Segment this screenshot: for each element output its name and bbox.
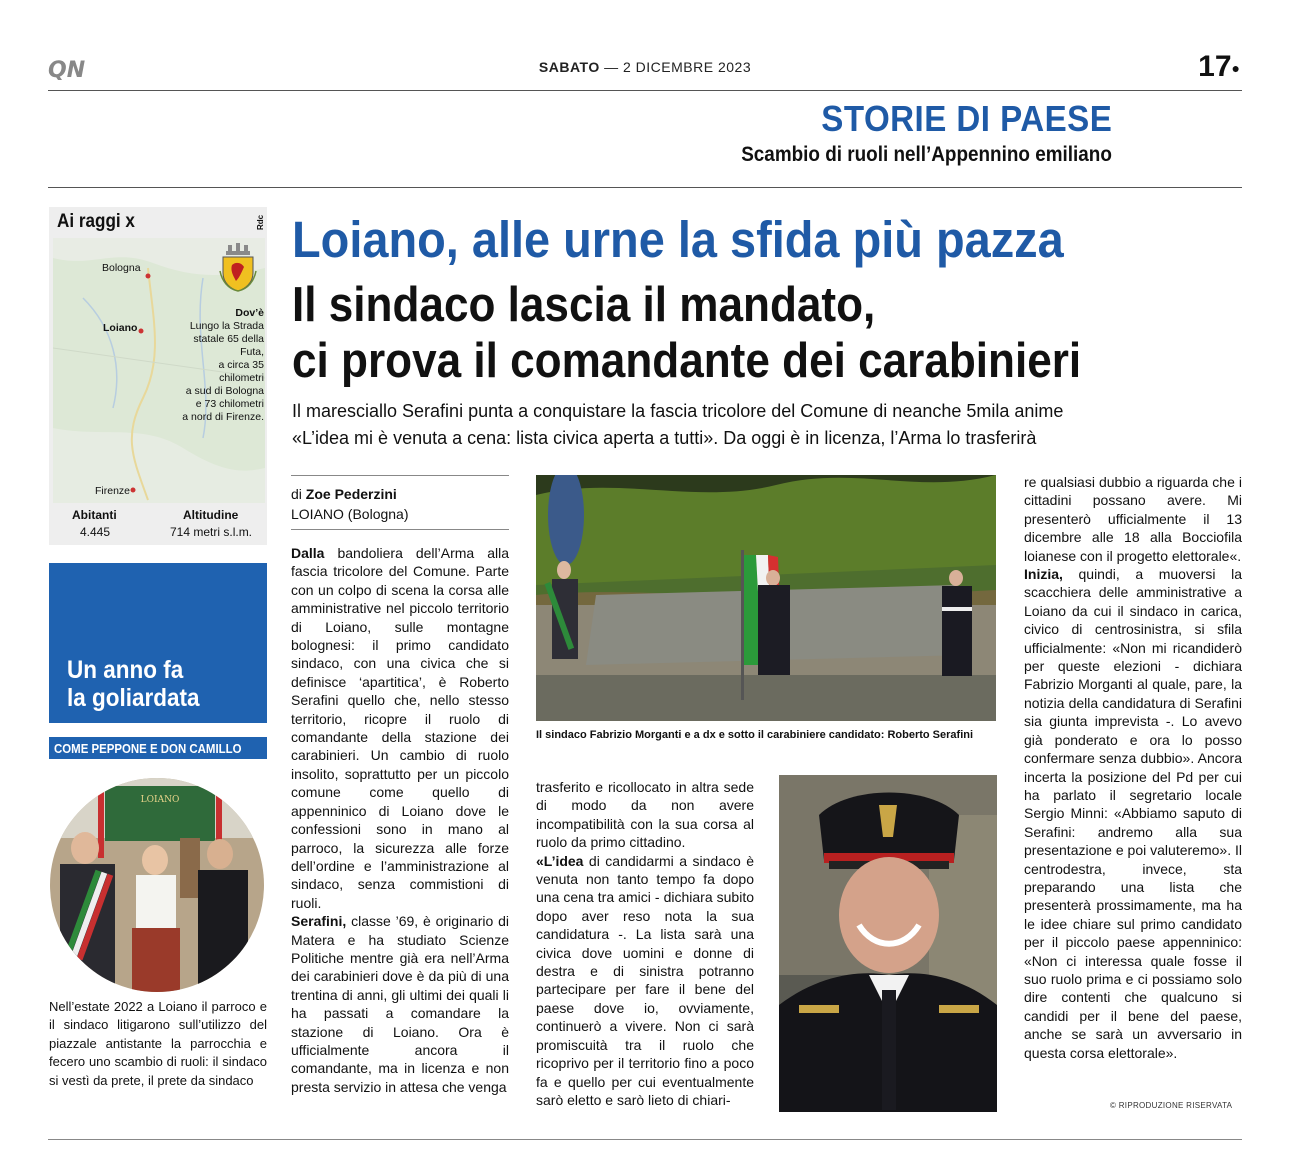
- related-title-line: Un anno fa: [67, 656, 184, 684]
- dove-line: a sud di Bologna: [185, 385, 264, 397]
- paragraph: re qualsiasi dubbio a riguarda che i cittadini possano avere. Mi presenterò ufficialmente il 13 dicembre alle 18 alla Bocciofila loianese con il progetto elettorale«.: [1024, 474, 1242, 564]
- related-title-line: la goliardata: [67, 684, 200, 712]
- altitudine-label: Altitudine: [183, 508, 239, 522]
- byline: [291, 484, 409, 524]
- ceremony-photo: [536, 475, 996, 721]
- edition-date-value: 2 DICEMBRE 2023: [623, 59, 752, 75]
- qn-logo-text: QN: [48, 58, 86, 80]
- date-separator: —: [604, 59, 619, 75]
- edition-day: SABATO: [538, 59, 600, 75]
- article-column-1: [291, 544, 509, 1096]
- paragraph-text: classe ’69, è originario di Matera e ha studiato Scienze Politiche mentre già era nell’Arma dei carabinieri dove è da più di una trentina di anni, gli ultimi dei quali li ha passati a comandare la stazione di Loiano. Ora è ufficialmente ancora il comandante, ma in licenza e non presta servizio in attesa che venga: [291, 913, 509, 1095]
- byline-prefix: di: [291, 486, 302, 502]
- section-subtitle: Scambio di ruoli nell’Appennino emiliano: [741, 143, 1112, 166]
- page-number: 17●: [1198, 50, 1240, 83]
- kicker-text: COME PEPPONE E DON CAMILLO: [54, 741, 242, 756]
- loiano-coat-of-arms-icon: [218, 241, 258, 293]
- paragraph: [1024, 565, 1242, 1062]
- paragraph: [536, 852, 754, 1110]
- masthead-rule: [48, 90, 1242, 91]
- map-label-bologna: Bologna: [102, 262, 141, 274]
- article-column-3: [1024, 473, 1242, 1062]
- photo-caption: Il sindaco Fabrizio Morganti e a dx e sotto il carabiniere candidato: Roberto Serafini: [536, 729, 974, 741]
- copyright-notice: © RIPRODUZIONE RISERVATA: [1110, 1101, 1233, 1110]
- lead-word: Dalla: [291, 545, 325, 561]
- banner-text: LOIANO: [140, 795, 180, 805]
- map-label-loiano: Loiano: [103, 322, 138, 334]
- lead-word: Inizia,: [1024, 566, 1063, 583]
- section-rule: [48, 187, 1242, 188]
- byline-rule-bottom: [291, 529, 509, 530]
- byline-rule-top: [291, 475, 509, 476]
- paragraph: trasferito e ricollocato in altra sede di modo da non avere incompatibilità con la sua corsa al ruolo da primo cittadino.: [536, 779, 754, 851]
- paragraph-text: bandoliera dell’Arma alla fascia tricolore del Comune. Parte con un colpo di scena la corsa alle amministrative nel piccolo territorio di Loiano, sulle montagne bolognesi: il primo candidato sindaco, con una civica che si definisce ‘apartitica’, è Roberto Serafini quello che, nello stesso territorio, ricopre il ruolo di comandante della stazione dei carabinieri. Un cambio di ruolo insolito, soprattutto per un piccolo comune come quello di appenninico di Loiano dove le confessioni sono in mano al parroco, la sicurezza alle forze dell’ordine e l’amministrazione al sindaco, senza commistioni di ruoli.: [291, 545, 509, 911]
- article-column-2: [536, 778, 754, 1109]
- paragraph-text: di candidarmi a sindaco è venuta non tanto tempo fa dopo una cena tra amici - dichiara subito dopo aver reso nota la sua candidatura -. La lista sarà una civica dove uomini e donne di destra e di sinistra potranno partecipare per fare il bene del paese dove io, ovviamente, continuerò a vivere. Non ci sarà promiscuità tra il ruolo che ricoprivo per il territorio fino a poco fa e quello per cui eventualmente sarò eletto e sarò lieto di chiari-: [536, 852, 754, 1108]
- map-credit: Rdc: [256, 214, 265, 230]
- lead-word: Serafini,: [291, 913, 347, 930]
- factbox-title: Ai raggi x: [57, 211, 135, 232]
- abitanti-label: Abitanti: [72, 508, 117, 522]
- deck-line: Il maresciallo Serafini punta a conquistare la fascia tricolore del Comune di neanche 5mila anime: [292, 401, 1064, 421]
- carabiniere-portrait-photo: [779, 775, 997, 1112]
- author-name: Zoe Pederzini: [305, 486, 397, 502]
- lead-word: «L’idea: [536, 852, 584, 869]
- headline-main: [292, 277, 1145, 389]
- paragraph: [291, 544, 509, 912]
- dove-line: statale 65 della Futa,: [193, 333, 264, 358]
- map-label-firenze: Firenze: [95, 485, 131, 497]
- altitudine-value: 714 metri s.l.m.: [170, 525, 253, 539]
- headline-line: Il sindaco lascia il mandato,: [292, 278, 876, 332]
- article-deck: [292, 398, 1242, 452]
- dateline: LOIANO (Bologna): [291, 506, 409, 522]
- paragraph-text: quindi, a muoversi la scacchiera delle amministrative a Loiano da cui il sindaco in carica, civico di centrosinistra, si sfila ufficialmente: «Non mi ricandiderò per queste elezioni - dichiara Fabrizio Morganti al quale, pare, la notizia della candidatura di Serafini sia giunta imprevista -. Lo avevo già ponderato e ora lo posso confermare senza dubbio». Ancora incerta la posizione del Pd per cui ha parlato il segretario locale Sergio Minni: «Abbiamo saputo di Serafini: andremo alla sua presentazione e poi valuteremo». Il centrodestra, invece, sta preparando una lista che presenterà prossimamente, ma ha le idee chiare sul primo candidato per il piccolo paese appenninico: «Non ci interessa quale fosse il suo ruolo prima e ci possiamo solo dire contenti che qualcuno si candidi per il bene del paese, anche se sarà un avversario in questa corsa elettorale».: [1024, 566, 1242, 1061]
- goliardata-photo: [50, 778, 264, 992]
- edition-date: [0, 59, 1290, 75]
- dove-line: e 73 chilometri: [195, 398, 264, 410]
- dove-label: Dov’è: [235, 307, 264, 319]
- dove-line: a nord di Firenze.: [182, 411, 264, 423]
- sidebar-photo-caption: Nell’estate 2022 a Loiano il parroco e il sindaco litigarono sull’utilizzo del piazzale antistante la parrocchia e fecero uno scambio di ruoli: il sindaco si vestì da prete, il prete da sindaco: [49, 999, 267, 1088]
- dove-line: Lungo la Strada: [189, 320, 264, 332]
- dove-line: a circa 35 chilometri: [218, 359, 264, 384]
- headline-line: ci prova il comandante dei carabinieri: [292, 334, 1082, 388]
- location-description: [172, 307, 264, 424]
- paragraph: [291, 912, 509, 1096]
- related-story-title: [67, 656, 200, 712]
- abitanti-value: 4.445: [80, 525, 111, 539]
- deck-line: «L’idea mi è venuta a cena: lista civica aperta a tutti». Da oggi è in licenza, l’Arma lo trasferirà: [292, 428, 1037, 448]
- section-title: STORIE DI PAESE: [821, 98, 1112, 139]
- headline-kicker: Loiano, alle urne la sfida più pazza: [292, 211, 1064, 268]
- footer-rule: [48, 1139, 1242, 1140]
